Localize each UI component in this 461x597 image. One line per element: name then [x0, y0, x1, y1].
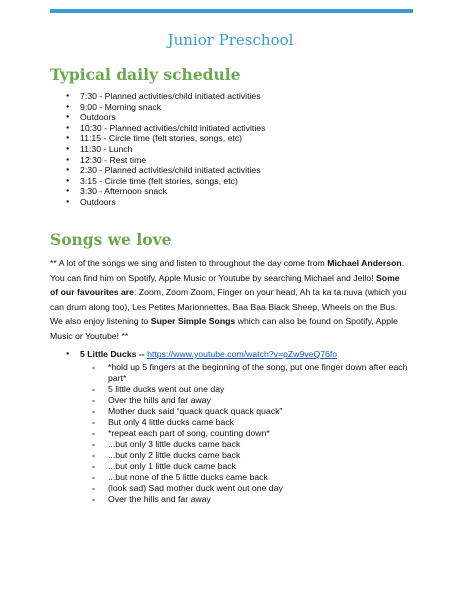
list-item: ● 2:30 - Planned activities/child initiated activities [50, 165, 410, 176]
list-item: ● Outdoors [50, 197, 410, 208]
lyric-line: - 5 little ducks went out one day [92, 384, 418, 395]
list-item: ● 11:15 - Circle time (felt stories, songs, etc) [50, 133, 410, 144]
lyric-line: - Over the hills and far away [92, 395, 418, 406]
songs-intro: ** A lot of the songs we sing and listen to throughout the day come from Michael Anderson. You can find him on Spotify, Apple Music or Youtube by searching Michael and Jello! Some of our favourites are: Zoom, Zoom Zoom, Finger on your head, Ah ta ka ta nuva (which you can drum along too), Les Petites Marionnettes, Baa Baa Black Sheep, Wheels on the Bus. We also enjoy listening to Super Simple Songs which can also be found on Spotify, Apple Music or Youtube! ** [50, 258, 407, 341]
list-item: ● Outdoors [50, 112, 410, 123]
list-item: ● 11:30 - Lunch [50, 144, 410, 155]
header-rule [50, 9, 413, 13]
lyric-line: - But only 4 little ducks came back [92, 417, 418, 428]
list-item: ● 3:30 - Afternoon snack [50, 186, 410, 197]
favourites-label: Some of our favourites are [50, 272, 400, 298]
lyric-line: - Mother duck said “quack quack quack quack” [92, 406, 418, 417]
bullet-icon: ● [66, 351, 70, 357]
song-title: 5 Little Ducks -- [80, 349, 148, 359]
list-item: ● 12:30 - Rest time [50, 155, 410, 166]
super-simple-songs: Super Simple Songs [150, 316, 236, 327]
schedule-list [50, 91, 410, 208]
song-lyrics [92, 362, 418, 505]
lyric-line: - *repeat each part of song, counting down* [92, 428, 418, 439]
page-title: Junior Preschool [167, 31, 294, 49]
schedule-heading: Typical daily schedule [50, 65, 241, 84]
lyric-line: - ...but only 2 little ducks came back [92, 450, 418, 461]
list-item: ● 3:15 - Circle time (felt stories, songs, etc) [50, 176, 410, 187]
lyric-line: - (look sad) Sad mother duck went out one day [92, 483, 418, 494]
artist-name: Michael Anderson [327, 258, 402, 268]
song-link[interactable]: https://www.youtube.com/watch?v=pZw9veQ76fo [147, 349, 338, 359]
list-item: ● 7:30 - Planned activities/child initiated activities [50, 91, 410, 102]
list-item: ● 9:00 - Morning snack [50, 102, 410, 113]
list-item: ● 10:30 - Planned activities/child initiated activities [50, 123, 410, 134]
lyric-line: - Over the hills and far away [92, 494, 418, 505]
songs-heading: Songs we love [50, 230, 172, 249]
lyric-line: - ...but only 3 little ducks came back [92, 439, 418, 450]
lyric-line: - ...but only 1 little duck came back [92, 461, 418, 472]
lyric-line: - ...but none of the 5 little ducks came back [92, 472, 418, 483]
lyric-line: - *hold up 5 fingers at the beginning of the song, put one finger down after each part* [92, 362, 418, 384]
